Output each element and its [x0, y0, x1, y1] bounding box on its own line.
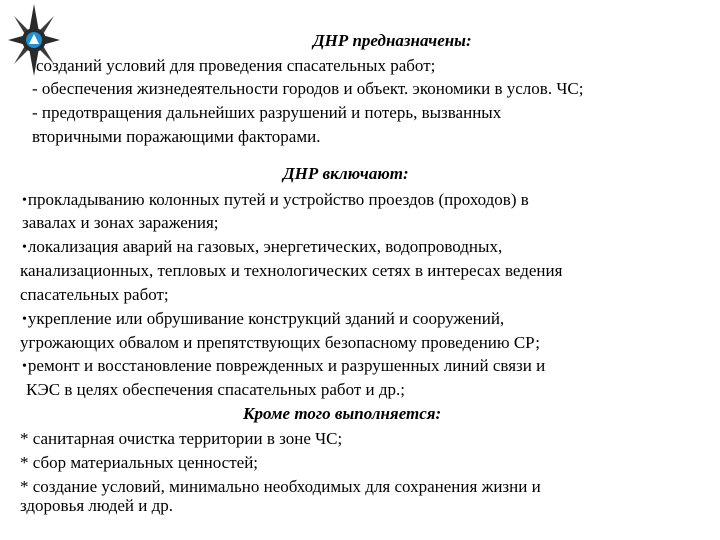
- includes-heading: ДНР включают:: [283, 164, 409, 183]
- list-item-continuation: канализационных, тепловых и технологических сетях в интересах ведения: [20, 261, 563, 280]
- list-item: [22, 190, 529, 211]
- list-item-continuation: КЭС в целях обеспечения спасательных работ и др.;: [26, 380, 405, 399]
- list-item-continuation: угрожающих обвалом и препятствующих безопасному проведению СР;: [20, 333, 540, 352]
- bullet-icon: •: [22, 193, 27, 208]
- additionally-heading: Кроме того выполняется:: [243, 404, 442, 423]
- list-item: [22, 356, 545, 377]
- purpose-line: вторичными поражающими факторами.: [32, 127, 321, 146]
- list-item: [22, 309, 504, 330]
- list-item-continuation: спасательных работ;: [20, 285, 169, 304]
- list-item: [22, 237, 502, 258]
- list-item: * санитарная очистка территории в зоне ЧС;: [20, 429, 343, 448]
- list-item-text: ремонт и восстановление поврежденных и разрушенных линий связи и: [27, 356, 546, 375]
- list-item: * создание условий, минимально необходимых для сохранения жизни и: [20, 477, 541, 496]
- list-item-text: укрепление или обрушивание конструкций зданий и сооружений,: [27, 309, 505, 328]
- list-item-continuation: здоровья людей и др.: [20, 496, 174, 515]
- purpose-line: - предотвращения дальнейших разрушений и потерь, вызванных: [32, 103, 502, 122]
- purpose-line: созданий условий для проведения спасательных работ;: [36, 56, 436, 75]
- list-item-text: локализация аварий на газовых, энергетических, водопроводных,: [27, 237, 503, 256]
- bullet-icon: •: [22, 359, 27, 374]
- bullet-icon: •: [22, 240, 27, 255]
- purpose-line: - обеспечения жизнедеятельности городов и объект. экономики в услов. ЧС;: [32, 79, 584, 98]
- bullet-icon: •: [22, 312, 27, 327]
- list-item: * сбор материальных ценностей;: [20, 453, 259, 472]
- purpose-heading: ДНР предназначены:: [313, 31, 472, 50]
- list-item-text: прокладыванию колонных путей и устройство проездов (проходов) в: [27, 190, 529, 209]
- list-item-continuation: завалах и зонах заражения;: [22, 213, 219, 232]
